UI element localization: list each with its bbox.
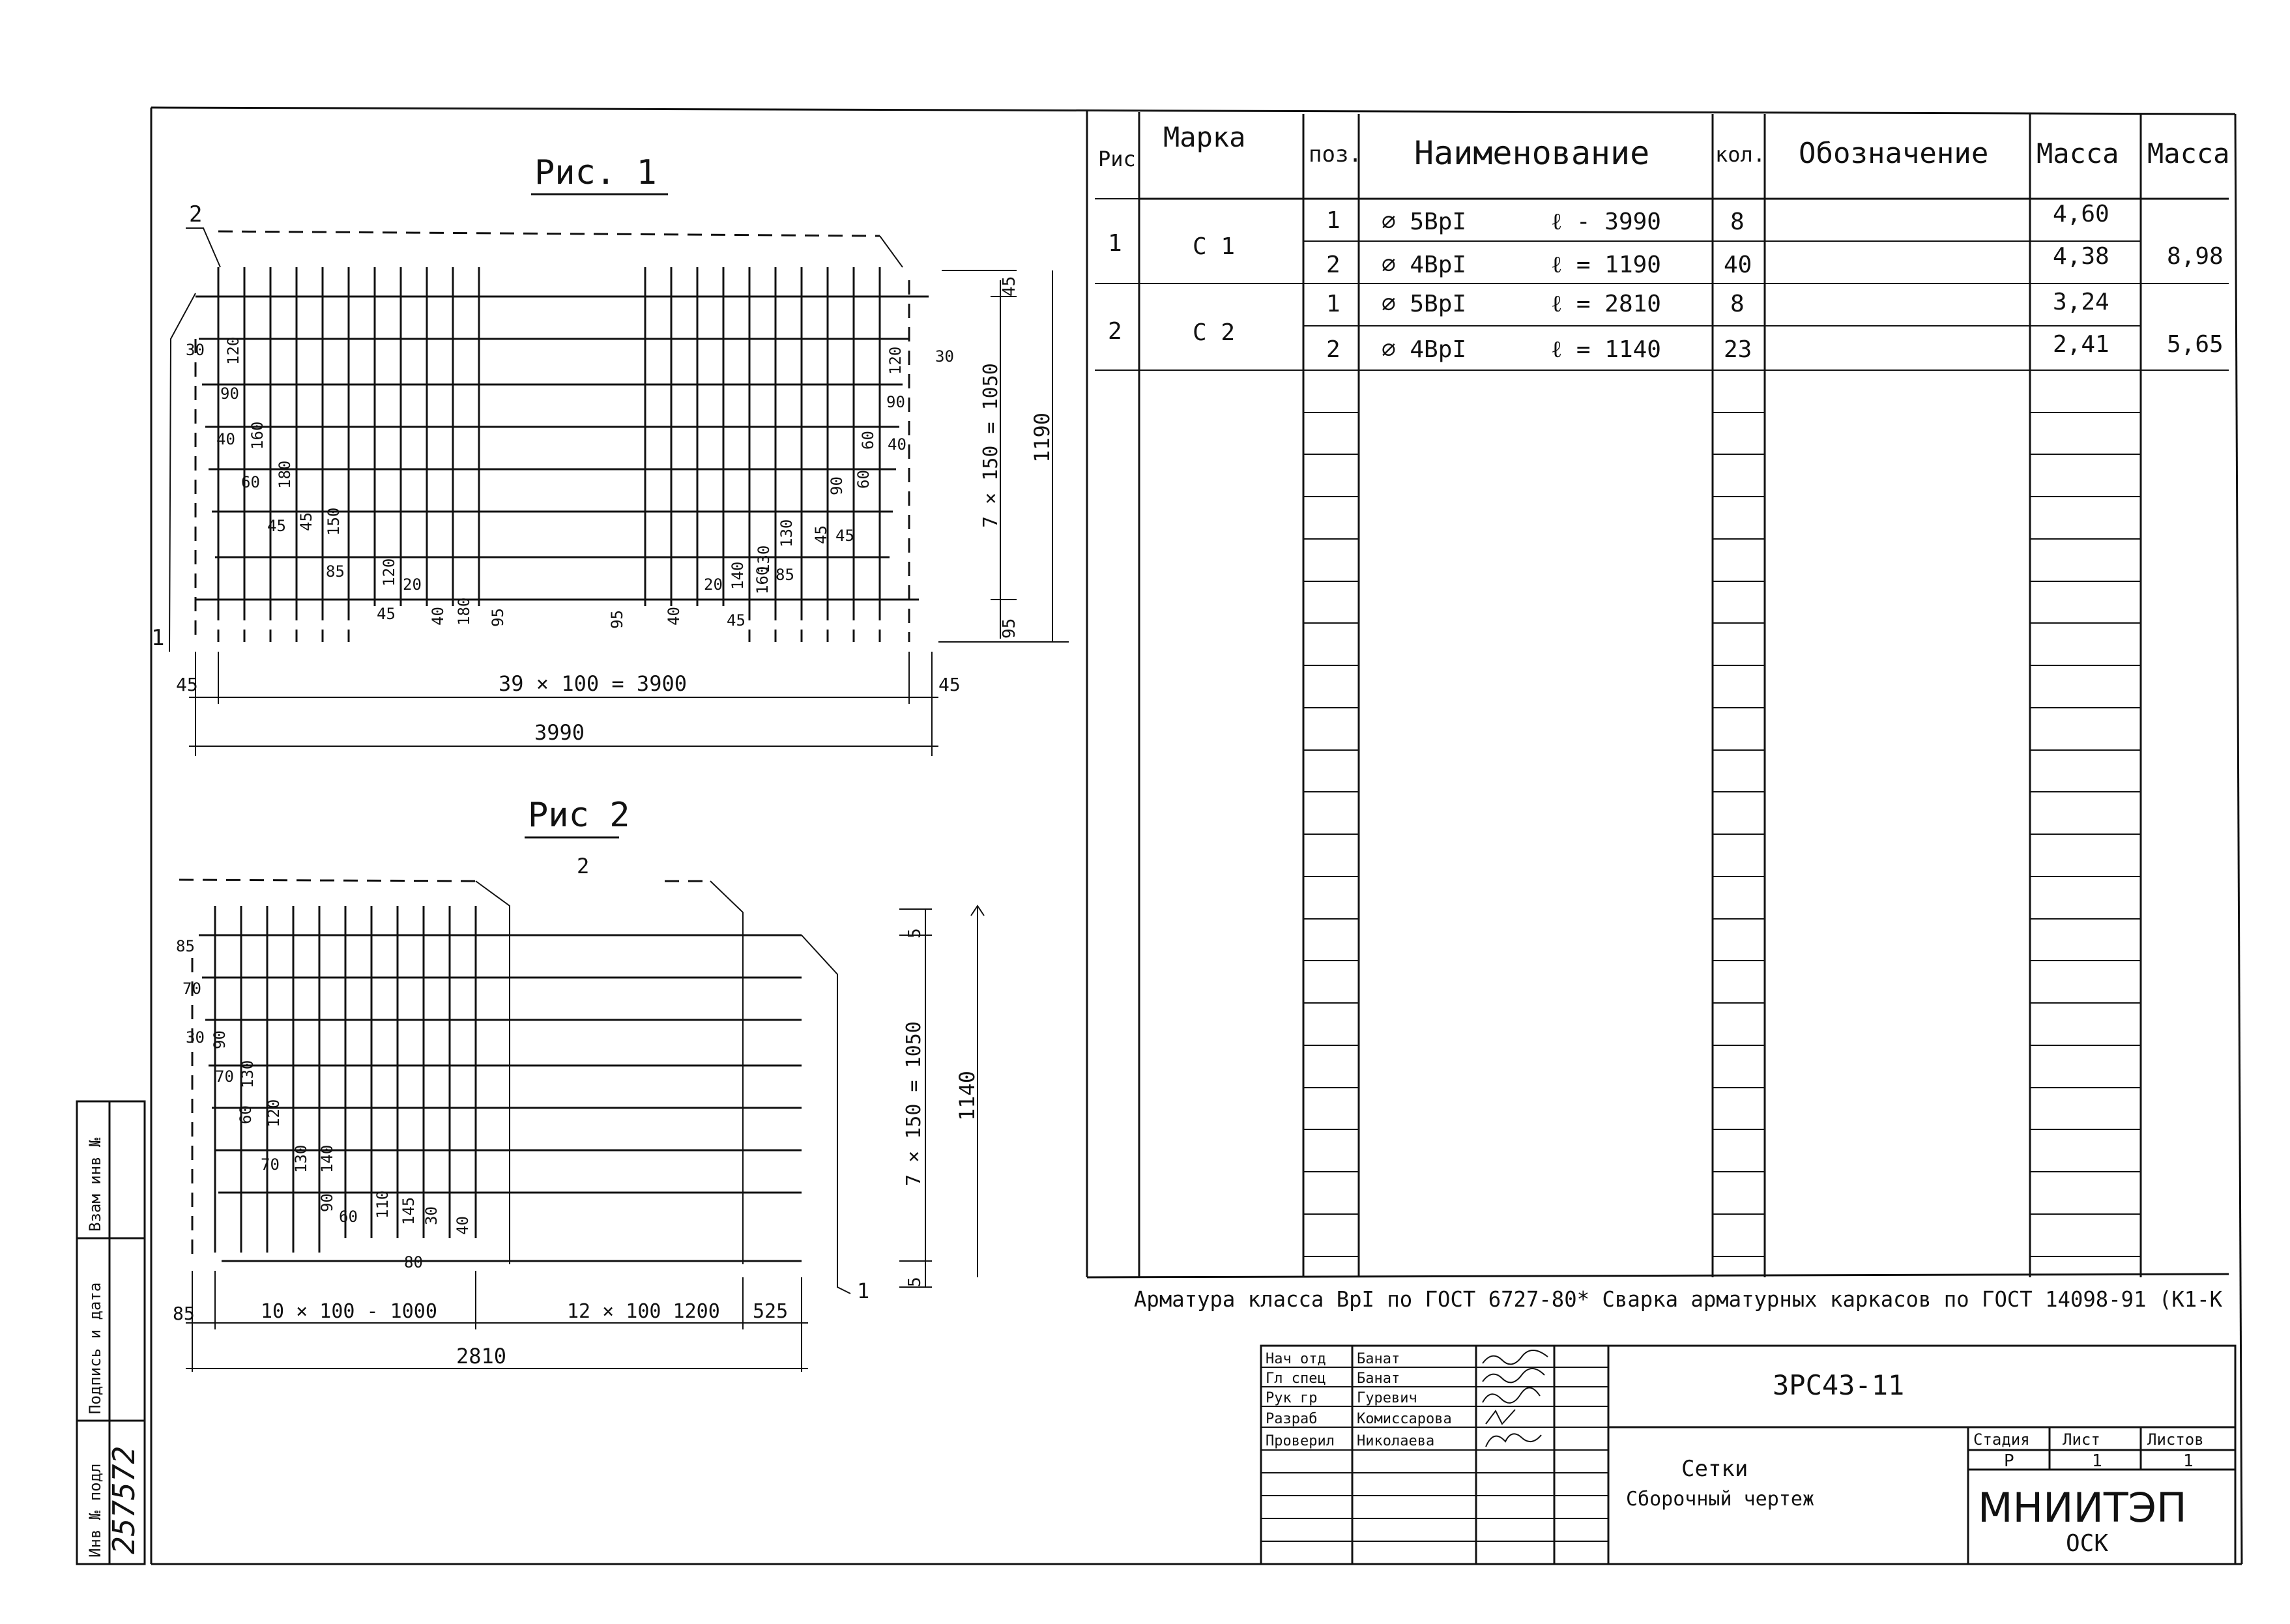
row1-kol: 8 bbox=[1730, 209, 1745, 235]
figure-1 bbox=[151, 153, 1069, 756]
fig2-horizontal-dims bbox=[173, 1271, 808, 1372]
svg-text:90: 90 bbox=[886, 393, 905, 411]
spec-table bbox=[1087, 111, 2229, 1277]
svg-text:30: 30 bbox=[422, 1206, 441, 1225]
row2-poz: 2 bbox=[1326, 252, 1341, 278]
row3-ris: 2 bbox=[1108, 318, 1122, 345]
svg-text:90: 90 bbox=[318, 1193, 336, 1212]
doc-code: 3РС43-11 bbox=[1773, 1369, 1905, 1401]
title-block bbox=[1261, 1346, 2235, 1564]
row4-name: ⌀ 4ВрI bbox=[1382, 336, 1467, 363]
svg-text:140: 140 bbox=[318, 1144, 336, 1173]
svg-text:130: 130 bbox=[777, 519, 796, 547]
svg-text:130: 130 bbox=[755, 545, 773, 573]
fig1-step-dims-right bbox=[608, 347, 954, 630]
svg-text:120: 120 bbox=[380, 558, 398, 587]
row4-poz: 2 bbox=[1326, 336, 1341, 363]
svg-text:30: 30 bbox=[186, 341, 205, 359]
row3-kol: 8 bbox=[1730, 291, 1745, 317]
row2-total: 8,98 bbox=[2167, 243, 2224, 270]
svg-text:20: 20 bbox=[704, 575, 723, 594]
fig1-step-dims-left bbox=[186, 337, 507, 627]
row2-kol: 40 bbox=[1724, 252, 1752, 278]
role-3: Разраб bbox=[1266, 1411, 1318, 1427]
svg-text:160: 160 bbox=[753, 566, 772, 594]
row3-marka: С 2 bbox=[1193, 319, 1236, 346]
svg-text:150: 150 bbox=[325, 507, 343, 536]
svg-text:130: 130 bbox=[292, 1144, 310, 1173]
svg-text:1140: 1140 bbox=[955, 1070, 979, 1121]
header-oboz: Обозначение bbox=[1799, 137, 1989, 170]
header-kol: кол. bbox=[1715, 142, 1766, 167]
header-massa: Масса bbox=[2036, 138, 2119, 169]
row3-len: ℓ = 2810 bbox=[1551, 291, 1661, 317]
org-sub: ОСК bbox=[2066, 1530, 2109, 1557]
fig2-bar-label-1: 1 bbox=[857, 1279, 870, 1303]
side-stamp bbox=[77, 1101, 145, 1564]
inv-number: 257572 bbox=[106, 1445, 141, 1554]
svg-text:45: 45 bbox=[812, 525, 830, 544]
svg-text:40: 40 bbox=[454, 1216, 472, 1235]
row3-name: ⌀ 5ВрI bbox=[1382, 291, 1467, 317]
svg-text:12 × 100 1200: 12 × 100 1200 bbox=[567, 1300, 720, 1323]
role-2: Рук гр bbox=[1266, 1390, 1318, 1406]
svg-text:60: 60 bbox=[859, 431, 877, 450]
svg-text:120: 120 bbox=[886, 346, 905, 375]
header-massa-total: Масса bbox=[2147, 138, 2230, 169]
row3-poz: 1 bbox=[1326, 291, 1341, 317]
row4-kol: 23 bbox=[1724, 336, 1752, 363]
fig2-title: Рис 2 bbox=[528, 796, 630, 835]
sheets-header: Листов bbox=[2147, 1430, 2204, 1449]
svg-text:110: 110 bbox=[373, 1190, 392, 1219]
spec-header bbox=[1098, 121, 2229, 172]
svg-text:60: 60 bbox=[241, 473, 260, 491]
svg-text:45: 45 bbox=[835, 527, 854, 545]
svg-text:60: 60 bbox=[237, 1105, 255, 1124]
row4-len: ℓ = 1140 bbox=[1551, 336, 1661, 363]
svg-text:120: 120 bbox=[265, 1099, 283, 1127]
row4-total: 5,65 bbox=[2167, 331, 2224, 358]
svg-text:70: 70 bbox=[261, 1155, 280, 1174]
svg-text:45: 45 bbox=[377, 605, 396, 623]
svg-text:95: 95 bbox=[489, 608, 507, 627]
svg-text:30: 30 bbox=[935, 347, 954, 366]
svg-text:3990: 3990 bbox=[534, 720, 585, 745]
sheets-value: 1 bbox=[2183, 1451, 2194, 1471]
svg-text:7 × 150 = 1050: 7 × 150 = 1050 bbox=[979, 363, 1002, 528]
svg-text:1190: 1190 bbox=[1030, 412, 1054, 463]
svg-text:60: 60 bbox=[854, 470, 873, 489]
svg-text:45: 45 bbox=[938, 674, 961, 695]
svg-text:45: 45 bbox=[1000, 276, 1019, 297]
svg-text:85: 85 bbox=[326, 562, 345, 581]
header-poz: поз. bbox=[1309, 141, 1362, 167]
svg-text:85: 85 bbox=[173, 1303, 195, 1324]
svg-text:39 × 100 = 3900: 39 × 100 = 3900 bbox=[499, 671, 687, 696]
svg-text:30: 30 bbox=[186, 1028, 205, 1047]
title-line-1: Сетки bbox=[1681, 1456, 1748, 1482]
svg-text:70: 70 bbox=[215, 1067, 234, 1086]
side-label-replace: Взам инв № bbox=[86, 1137, 104, 1232]
figure-2 bbox=[173, 796, 984, 1372]
svg-text:2810: 2810 bbox=[456, 1344, 507, 1369]
svg-text:10 × 100 - 1000: 10 × 100 - 1000 bbox=[261, 1300, 437, 1323]
sheet-header: Лист bbox=[2063, 1430, 2100, 1449]
svg-text:180: 180 bbox=[276, 460, 294, 489]
name-0: Банат bbox=[1357, 1351, 1400, 1367]
svg-text:90: 90 bbox=[210, 1030, 229, 1049]
svg-text:40: 40 bbox=[665, 607, 683, 626]
svg-text:45: 45 bbox=[267, 517, 286, 535]
role-0: Нач отд bbox=[1266, 1351, 1326, 1367]
svg-text:90: 90 bbox=[828, 476, 846, 495]
header-ris: Рис bbox=[1098, 147, 1136, 171]
svg-text:45: 45 bbox=[727, 611, 746, 630]
svg-text:95: 95 bbox=[1000, 618, 1019, 639]
fig1-transverse-bars bbox=[196, 267, 909, 642]
role-4: Проверил bbox=[1266, 1433, 1335, 1449]
svg-text:145: 145 bbox=[399, 1196, 418, 1225]
fig1-bar-label-1: 1 bbox=[151, 625, 165, 651]
fig2-step-dims bbox=[176, 937, 472, 1271]
svg-text:120: 120 bbox=[224, 336, 242, 365]
row2-massa: 4,38 bbox=[2053, 243, 2109, 270]
svg-text:525: 525 bbox=[753, 1300, 789, 1323]
svg-text:80: 80 bbox=[404, 1253, 423, 1271]
stage-header: Стадия bbox=[1973, 1430, 2030, 1449]
row1-poz: 1 bbox=[1326, 207, 1341, 234]
row1-marka: С 1 bbox=[1193, 233, 1236, 260]
title-line-2: Сборочный чертеж bbox=[1626, 1488, 1814, 1511]
name-2: Гуревич bbox=[1357, 1390, 1417, 1406]
fig1-longitudinal-bars bbox=[196, 297, 929, 600]
svg-text:40: 40 bbox=[429, 607, 447, 626]
row1-name: ⌀ 5ВрI bbox=[1382, 209, 1467, 235]
svg-text:130: 130 bbox=[239, 1060, 257, 1088]
fig2-longitudinal-bars bbox=[199, 935, 802, 1261]
svg-text:5: 5 bbox=[905, 928, 925, 938]
signatures bbox=[1483, 1350, 1548, 1447]
name-1: Банат bbox=[1357, 1370, 1400, 1387]
sheet-value: 1 bbox=[2092, 1451, 2102, 1471]
svg-text:90: 90 bbox=[220, 384, 239, 403]
svg-text:40: 40 bbox=[216, 430, 235, 448]
svg-text:180: 180 bbox=[455, 597, 473, 626]
svg-text:5: 5 bbox=[905, 1277, 925, 1287]
stage-value: Р bbox=[2004, 1451, 2014, 1471]
svg-text:85: 85 bbox=[775, 566, 794, 584]
name-3: Комиссарова bbox=[1357, 1411, 1452, 1427]
spec-rows bbox=[1095, 241, 2229, 1256]
row1-ris: 1 bbox=[1108, 230, 1122, 257]
side-label-sign: Подпись и дата bbox=[86, 1282, 104, 1414]
row4-massa: 2,41 bbox=[2053, 331, 2109, 358]
spec-data bbox=[1108, 201, 2224, 363]
header-name: Наименование bbox=[1414, 134, 1650, 172]
row2-len: ℓ = 1190 bbox=[1551, 252, 1661, 278]
spec-note: Арматура класса ВрI по ГОСТ 6727-80* Сварка арматурных каркасов по ГОСТ 14098-91 (К1-К bbox=[1134, 1286, 2223, 1312]
name-4: Николаева bbox=[1357, 1433, 1435, 1449]
svg-text:40: 40 bbox=[888, 435, 906, 454]
svg-text:20: 20 bbox=[403, 575, 422, 594]
fig2-vertical-dims bbox=[899, 906, 984, 1287]
header-marka: Марка bbox=[1163, 121, 1246, 153]
fig1-bar-label-2: 2 bbox=[189, 201, 203, 227]
row1-massa: 4,60 bbox=[2053, 201, 2109, 227]
row3-massa: 3,24 bbox=[2053, 289, 2109, 315]
role-1: Гл спец bbox=[1266, 1370, 1326, 1387]
fig1-horizontal-dims bbox=[176, 652, 961, 756]
svg-text:45: 45 bbox=[176, 674, 198, 695]
fig1-vertical-dims bbox=[938, 270, 1069, 642]
svg-text:85: 85 bbox=[176, 937, 195, 955]
row1-len: ℓ - 3990 bbox=[1551, 209, 1661, 235]
fig2-bar-label-2: 2 bbox=[577, 854, 590, 878]
svg-text:7 × 150 = 1050: 7 × 150 = 1050 bbox=[903, 1021, 925, 1186]
svg-text:60: 60 bbox=[339, 1208, 358, 1226]
svg-text:95: 95 bbox=[608, 610, 626, 629]
org-name: МНИИТЭП bbox=[1978, 1484, 2187, 1531]
fig1-title: Рис. 1 bbox=[534, 153, 657, 192]
svg-text:45: 45 bbox=[297, 512, 315, 531]
svg-text:160: 160 bbox=[248, 421, 267, 450]
row2-name: ⌀ 4ВрI bbox=[1382, 252, 1467, 278]
side-label-inv: Инв № подл bbox=[86, 1463, 104, 1558]
svg-text:140: 140 bbox=[729, 561, 747, 590]
svg-text:70: 70 bbox=[182, 979, 201, 998]
